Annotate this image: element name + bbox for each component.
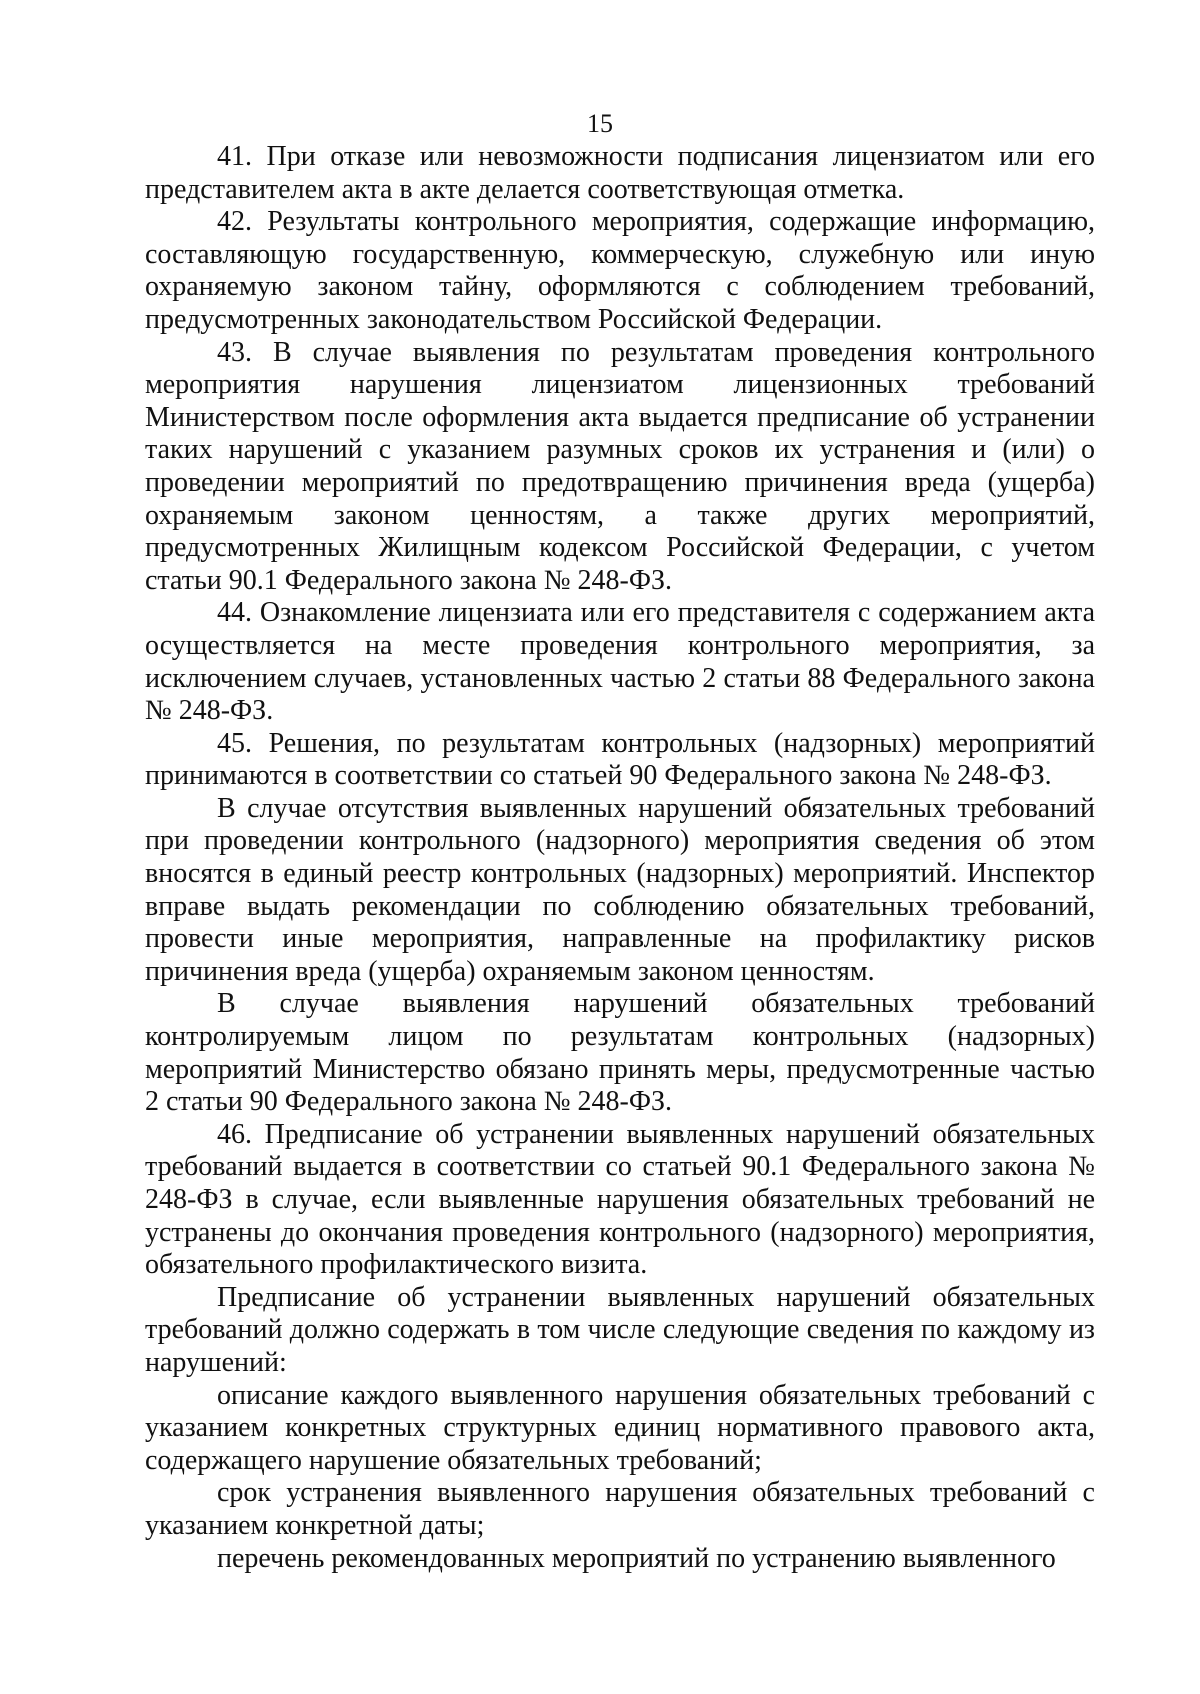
paragraph-46-prescription-content: Предписание об устранении выявленных нарушений обязательных требований должно содержать в том числе следующие сведения по каждому из нарушений: bbox=[145, 1281, 1095, 1378]
paragraph-45: 45. Решения, по результатам контрольных (надзорных) мероприятий принимаются в соответствии со статьей 90 Федерального закона № 248-ФЗ. bbox=[145, 727, 1095, 792]
list-item-deadline: срок устранения выявленного нарушения обязательных требований с указанием конкретной даты; bbox=[145, 1477, 1095, 1541]
paragraph-43: 43. В случае выявления по результатам проведения контрольного мероприятия нарушения лицензиатом лицензионных требований Министерством после оформления акта выдается предписание об устранении таких нарушений с указанием разумных сроков их устранения и (или) о проведении мероприятий по предотвращению причинения вреда (ущерба) охраняемым законом ценностям, а также других мероприятий, предусмотренных Жилищным кодексом Российской Федерации, с учетом статьи 90.1 Федерального закона № 248-ФЗ. bbox=[145, 336, 1095, 596]
paragraph-41: 41. При отказе или невозможности подписания лицензиатом или его представителем акта в акте делается соответствующая отметка. bbox=[145, 141, 1095, 205]
paragraph-46: 46. Предписание об устранении выявленных нарушений обязательных требований выдается в соответствии со статьей 90.1 Федерального закона № 248-ФЗ в случае, если выявленные нарушения обязательных требований не устранены до окончания проведения контрольного (надзорного) мероприятия, обязательного профилактического визита. bbox=[145, 1118, 1095, 1281]
paragraph-45-violations-found: В случае выявления нарушений обязательных требований контролируемым лицом по результатам контрольных (надзорных) мероприятий Министерство обязано принять меры, предусмотренные частью 2 статьи 90 Федерального закона № 248-ФЗ. bbox=[145, 988, 1095, 1118]
page-number: 15 bbox=[587, 109, 613, 138]
list-item-recommended-measures: перечень рекомендованных мероприятий по устранению выявленного bbox=[217, 1542, 1056, 1574]
paragraph-44: 44. Ознакомление лицензиата или его представителя с содержанием акта осуществляется на месте проведения контрольного мероприятия, за исключением случаев, установленных частью 2 статьи 88 Федерального закона № 248-ФЗ. bbox=[145, 597, 1095, 727]
paragraph-45-no-violations: В случае отсутствия выявленных нарушений обязательных требований при проведении контрольного (надзорного) мероприятия сведения об этом вносятся в единый реестр контрольных (надзорных) мероприятий. Инспектор вправе выдать рекомендации по соблюдению обязательных требований, провести иные мероприятия, направленные на профилактику рисков причинения вреда (ущерба) охраняемым законом ценностям. bbox=[145, 792, 1095, 987]
document-body bbox=[145, 141, 1095, 1575]
list-item-violation-description: описание каждого выявленного нарушения обязательных требований с указанием конкретных структурных единиц нормативного правового акта, содержащего нарушение обязательных требований; bbox=[145, 1379, 1095, 1476]
paragraph-42: 42. Результаты контрольного мероприятия, содержащие информацию, составляющую государственную, коммерческую, служебную или иную охраняемую законом тайну, оформляются с соблюдением требований, предусмотренных законодательством Российской Федерации. bbox=[145, 206, 1095, 335]
